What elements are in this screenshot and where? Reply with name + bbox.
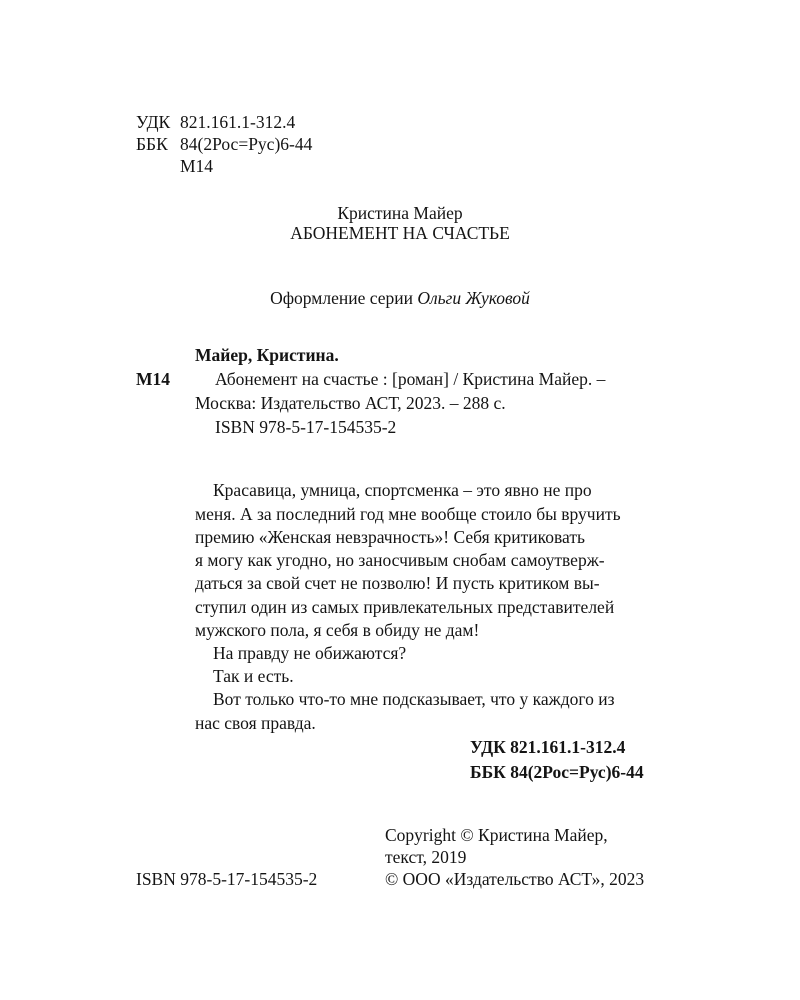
udk-value: 821.161.1-312.4	[180, 112, 296, 132]
series-designer: Ольги Жуковой	[417, 288, 530, 308]
annotation-line-5: даться за свой счет не позволю! И пусть критиком вы-	[195, 573, 600, 593]
codes-bbk: ББК 84(2Рос=Рус)6-44	[470, 762, 644, 782]
annotation-line-7: мужского пола, я себя в обиду не дам!	[195, 620, 480, 640]
author-sign-top: М14	[180, 156, 214, 176]
author-name: Кристина Майер	[337, 203, 463, 223]
bbk-label: ББК	[136, 134, 168, 154]
footer-isbn: ISBN 978-5-17-154535-2	[136, 869, 318, 889]
annotation-line-2: меня. А за последний год мне вообще стоило бы вручить	[195, 504, 621, 524]
copyright-line-3: © ООО «Издательство АСТ», 2023	[385, 869, 645, 889]
annotation-line-6: ступил один из самых привлекательных представителей	[195, 597, 615, 617]
catalog-line-1: Абонемент на счастье : [роман] / Кристина Майер. –	[215, 369, 606, 389]
annotation-paragraph-2: На правду не обижаются?	[213, 643, 407, 663]
udk-label: УДК	[136, 112, 171, 132]
annotation-paragraph-3: Так и есть.	[213, 666, 294, 686]
bbk-row	[136, 134, 312, 155]
catalog-isbn: ISBN 978-5-17-154535-2	[215, 417, 397, 437]
bbk-value: 84(2Рос=Рус)6-44	[180, 134, 313, 154]
copyright-line-1: Copyright © Кристина Майер,	[385, 825, 608, 845]
codes-udk: УДК 821.161.1-312.4	[470, 737, 626, 757]
annotation-line-1: Красавица, умница, спортсменка – это явно не про	[213, 480, 592, 500]
annotation-line-4: я могу как угодно, но заносчивым снобам самоутверж-	[195, 550, 605, 570]
catalog-heading: Майер, Кристина.	[195, 345, 339, 365]
series-design	[0, 288, 800, 309]
catalog-line-2: Москва: Издательство АСТ, 2023. – 288 с.	[195, 393, 506, 413]
annotation-paragraph-4-line-1: Вот только что-то мне подсказывает, что у каждого из	[213, 689, 615, 709]
udk-row	[136, 112, 295, 133]
copyright-line-2: текст, 2019	[385, 847, 467, 867]
catalog-author-sign: М14	[136, 369, 171, 389]
annotation-line-3: премию «Женская невзрачность»! Себя критиковать	[195, 527, 585, 547]
series-design-prefix: Оформление серии	[270, 288, 413, 308]
annotation-paragraph-4-line-2: нас своя правда.	[195, 713, 316, 733]
book-title: АБОНЕМЕНТ НА СЧАСТЬЕ	[290, 223, 510, 243]
